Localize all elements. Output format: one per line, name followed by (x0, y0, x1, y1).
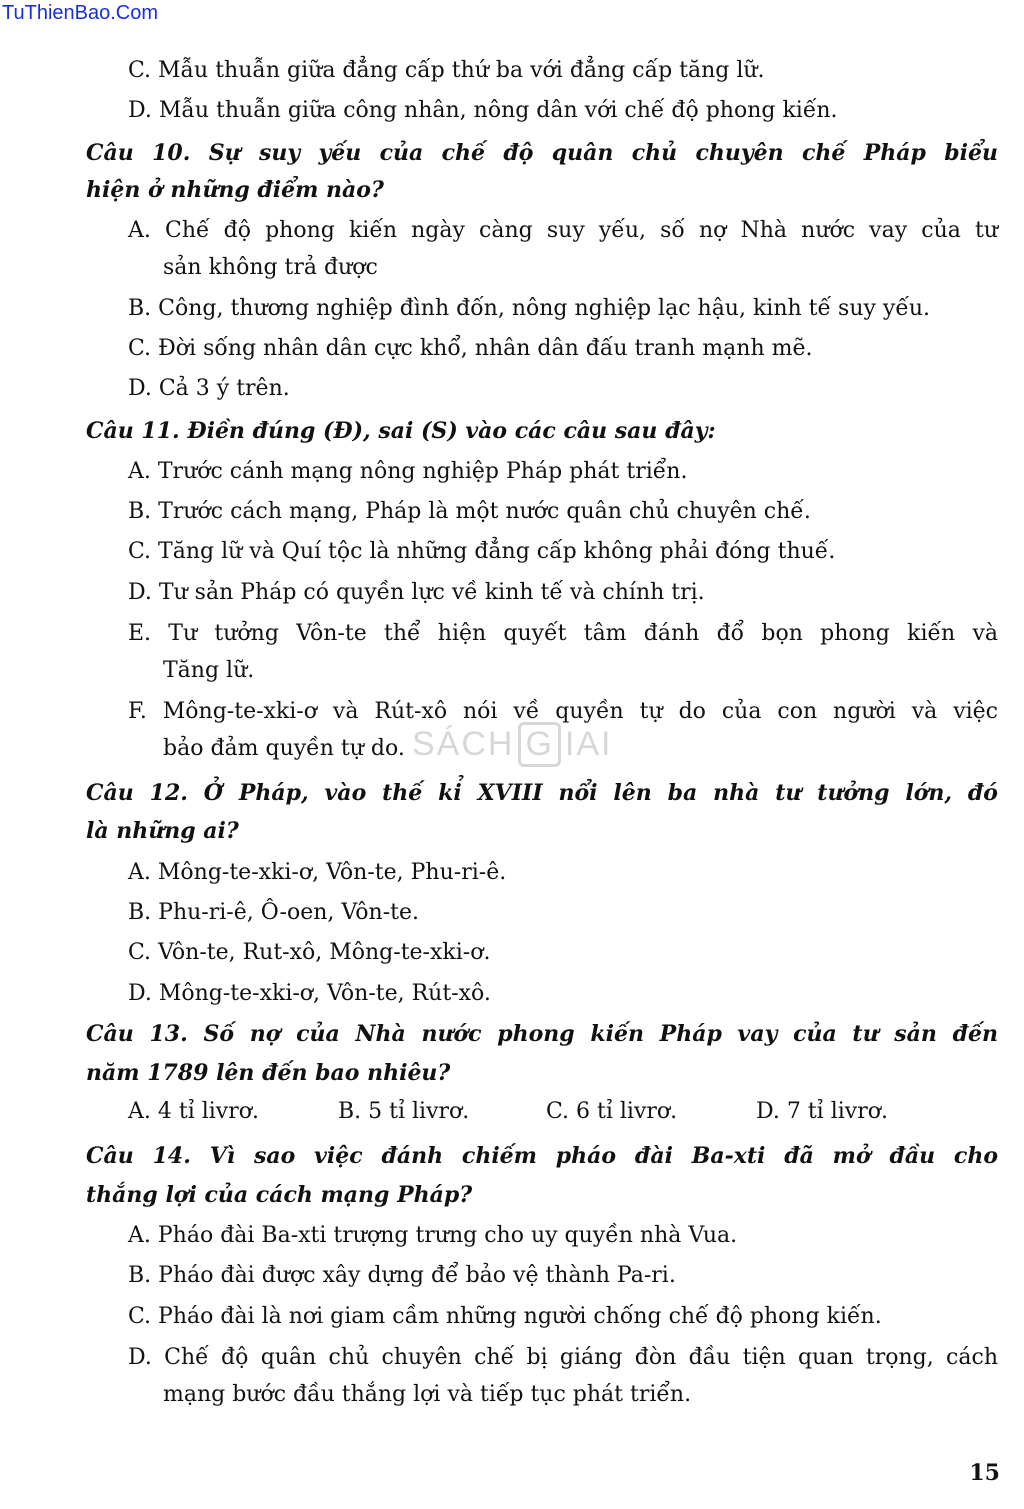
q12-option-d: D. Mông-te-xki-ơ, Vôn-te, Rút-xô. (128, 981, 491, 1006)
q14-option-d-cont: mạng bước đầu thắng lợi và tiếp tục phát triển. (163, 1382, 692, 1407)
q11-option-a: A. Trước cánh mạng nông nghiệp Pháp phát triển. (128, 459, 688, 484)
q13-title: Câu 13. Số nợ của Nhà nước phong kiến Pháp vay của tư sản đến (86, 1021, 998, 1047)
q11-option-f: F. Mông-te-xki-ơ và Rút-xô nói về quyền tự do của con người và việc (128, 699, 998, 724)
q14-option-c: C. Pháo đài là nơi giam cầm những người chống chế độ phong kiến. (128, 1304, 882, 1329)
q10-option-c: C. Đời sống nhân dân cực khổ, nhân dân đấu tranh mạnh mẽ. (128, 336, 813, 361)
q11-option-f-cont: bảo đảm quyền tự do. (163, 736, 405, 761)
q11-option-d: D. Tư sản Pháp có quyền lực về kinh tế và chính trị. (128, 580, 705, 605)
q12-title-cont: là những ai? (86, 818, 239, 844)
q12-title: Câu 12. Ở Pháp, vào thế kỉ XVIII nổi lên ba nhà tư tưởng lớn, đó (86, 780, 998, 806)
q13-option-d: D. 7 tỉ livrơ. (756, 1099, 888, 1124)
q14-title: Câu 14. Vì sao việc đánh chiếm pháo đài Ba-xti đã mở đầu cho (86, 1143, 998, 1169)
page-number: 15 (969, 1460, 1000, 1486)
q13-option-a: A. 4 tỉ livrơ. (128, 1099, 259, 1124)
q14-option-b: B. Pháo đài được xây dựng để bảo vệ thành Pa-ri. (128, 1263, 676, 1288)
q13-option-b: B. 5 tỉ livrơ. (338, 1099, 470, 1124)
q13-title-cont: năm 1789 lên đến bao nhiêu? (86, 1060, 451, 1086)
q11-option-e-cont: Tăng lữ. (163, 658, 255, 683)
q12-option-c: C. Vôn-te, Rut-xô, Mông-te-xki-ơ. (128, 940, 491, 965)
q10-option-b: B. Công, thương nghiệp đình đốn, nông nghiệp lạc hậu, kinh tế suy yếu. (128, 296, 931, 321)
q10-title-cont: hiện ở những điểm nào? (86, 177, 384, 203)
q9-option-c: C. Mẫu thuẫn giữa đẳng cấp thứ ba với đẳng cấp tăng lữ. (128, 58, 765, 83)
q12-option-a: A. Mông-te-xki-ơ, Vôn-te, Phu-ri-ê. (128, 860, 507, 885)
q10-option-a-cont: sản không trả được (163, 255, 378, 280)
q11-title: Câu 11. Điền đúng (Đ), sai (S) vào các câu sau đây: (86, 418, 716, 444)
site-watermark-link[interactable]: TuThienBao.Com (2, 2, 158, 24)
q10-option-d: D. Cả 3 ý trên. (128, 376, 290, 401)
sachgiai-watermark: SÁCH G IAI (412, 722, 613, 767)
q14-option-d: D. Chế độ quân chủ chuyên chế bị giáng đòn đầu tiện quan trọng, cách (128, 1345, 998, 1370)
q10-option-a: A. Chế độ phong kiến ngày càng suy yếu, số nợ Nhà nước vay của tư (128, 218, 998, 243)
q14-option-a: A. Pháo đài Ba-xti trượng trưng cho uy quyền nhà Vua. (128, 1223, 738, 1248)
q11-option-e: E. Tư tưởng Vôn-te thể hiện quyết tâm đánh đổ bọn phong kiến và (128, 621, 998, 646)
q9-option-d: D. Mẫu thuẫn giữa công nhân, nông dân với chế độ phong kiến. (128, 98, 838, 123)
q13-option-c: C. 6 tỉ livrơ. (546, 1099, 678, 1124)
q14-title-cont: thắng lợi của cách mạng Pháp? (86, 1182, 473, 1208)
q11-option-b: B. Trước cách mạng, Pháp là một nước quân chủ chuyên chế. (128, 499, 811, 524)
q11-option-c: C. Tăng lữ và Quí tộc là những đẳng cấp không phải đóng thuế. (128, 539, 836, 564)
q12-option-b: B. Phu-ri-ê, Ô-oen, Vôn-te. (128, 900, 419, 925)
q10-title: Câu 10. Sự suy yếu của chế độ quân chủ chuyên chế Pháp biểu (86, 140, 998, 166)
